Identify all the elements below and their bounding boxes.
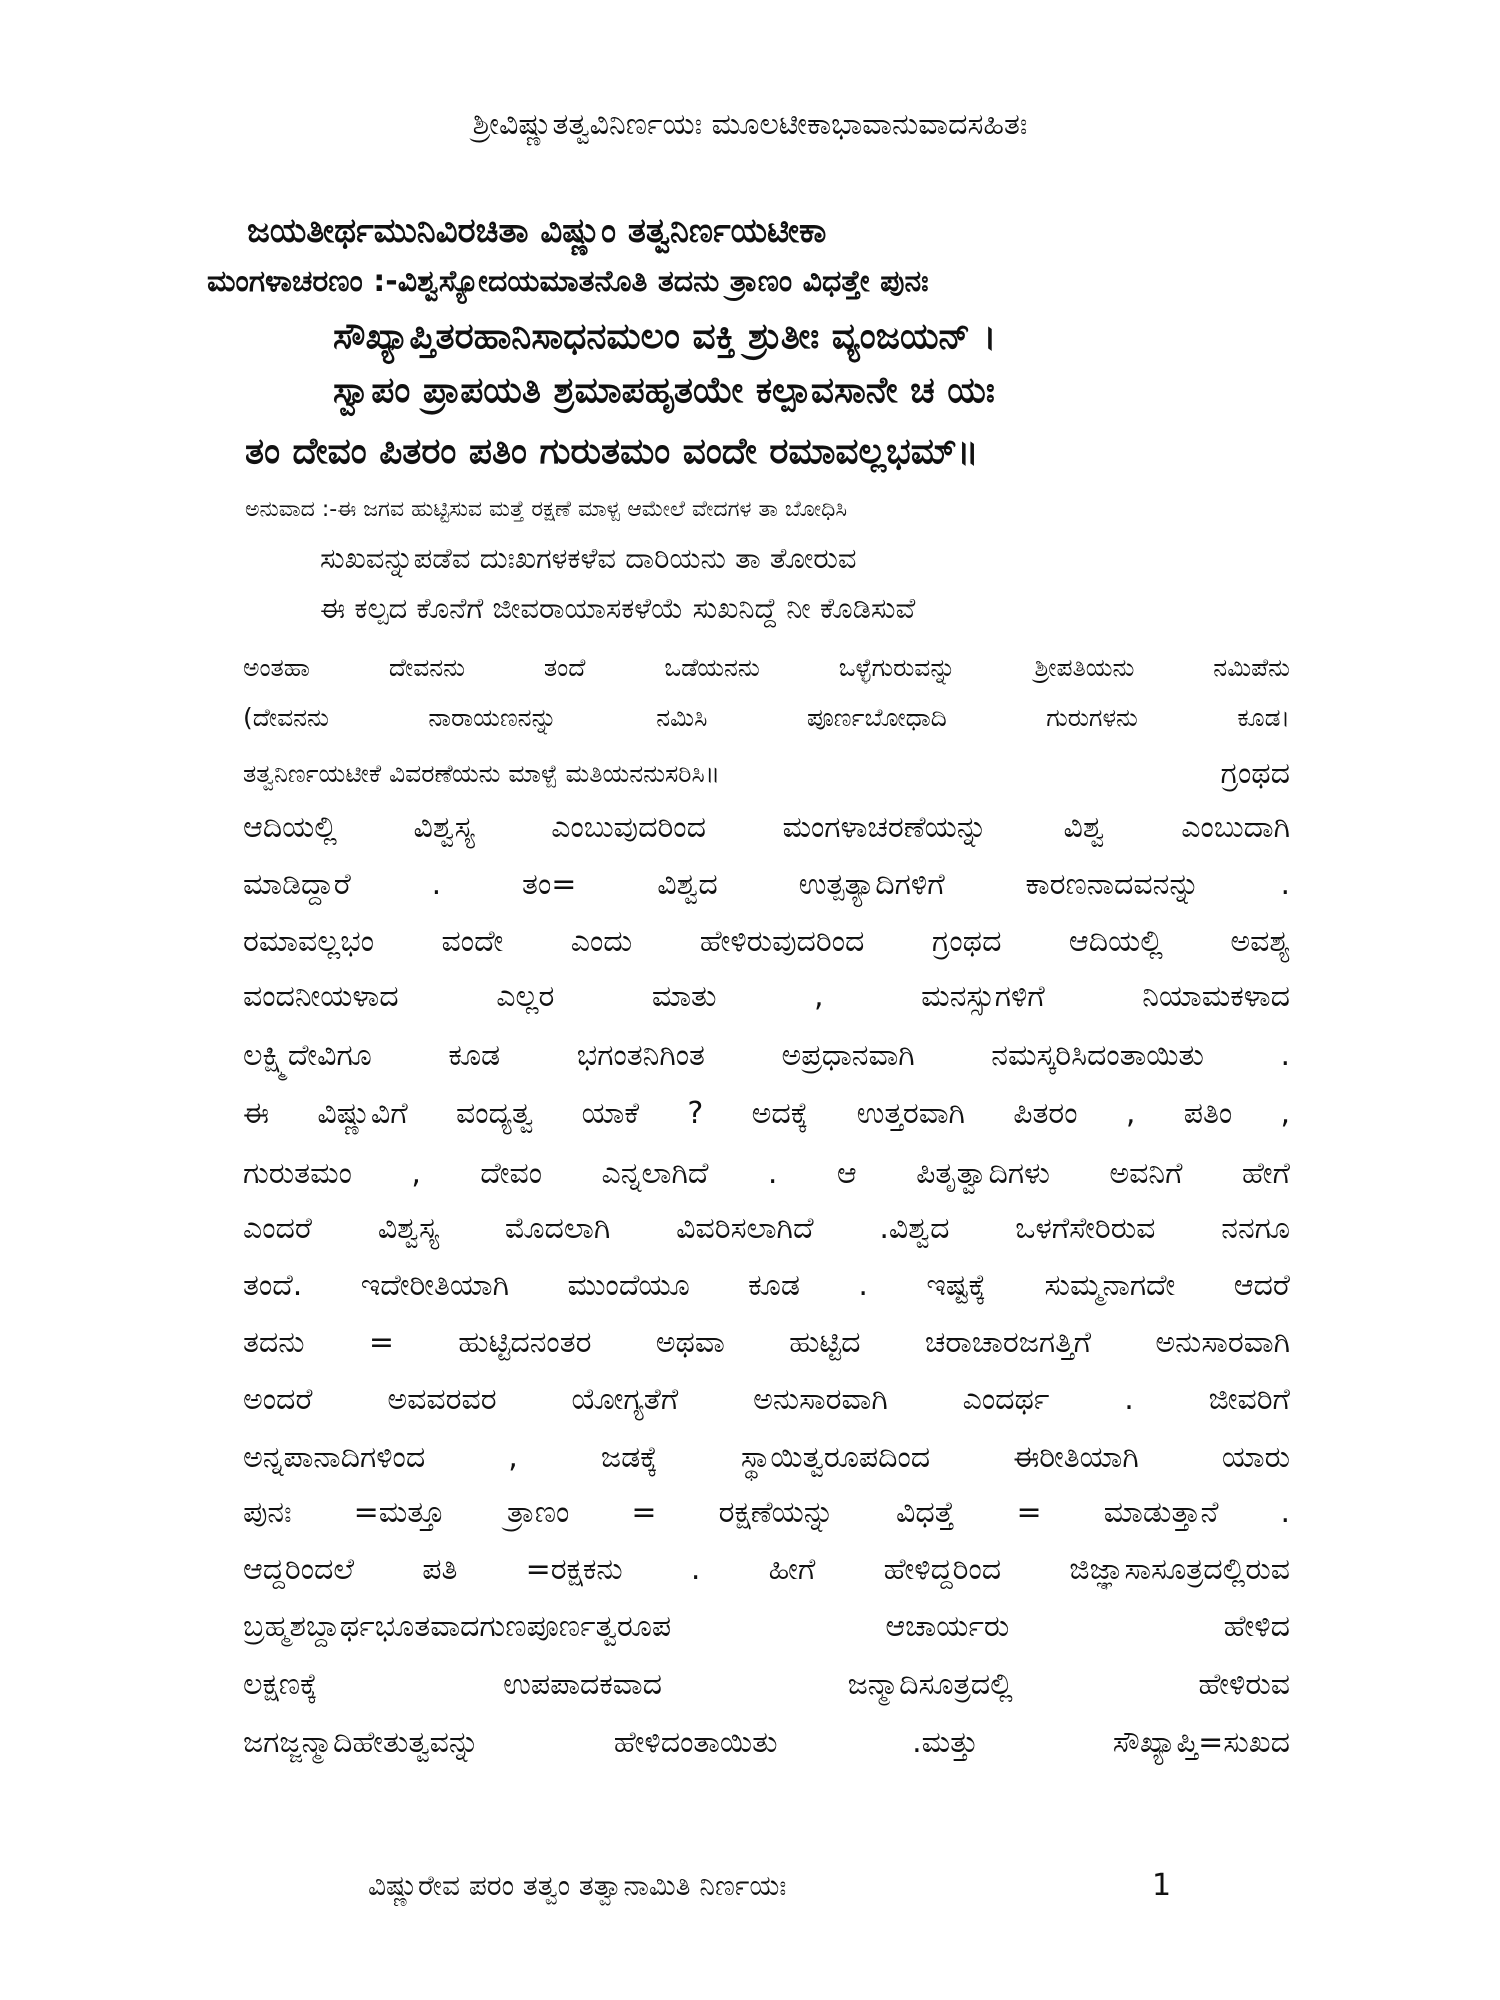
body-line: ಲಕ್ಷಣಕ್ಕೆ ಉಪಪಾದಕವಾದ ಜನ್ಮಾದಿಸೂತ್ರದಲ್ಲಿ ಹೇಳಿರುವ [243, 1666, 1290, 1702]
page-number: 1 [1152, 1867, 1172, 1903]
body-line: ಈ ವಿಷ್ಣುವಿಗೆ ವಂದ್ಯತ್ವ ಯಾಕೆ ? ಅದಕ್ಕೆ ಉತ್ತರವಾಗಿ ಪಿತರಂ , ಪತಿಂ , [243, 1095, 1290, 1131]
body-line: ರಮಾವಲ್ಲಭಂ ವಂದೇ ಎಂದು ಹೇಳಿರುವುದರಿಂದ ಗ್ರಂಥದ ಆದಿಯಲ್ಲಿ ಅವಶ್ಯ [243, 923, 1290, 959]
verse-line: ಸ್ವಾಪಂ ಪ್ರಾಪಯತಿ ಶ್ರಮಾಪಹೃತಯೇ ಕಲ್ಪಾವಸಾನೇ ಚ ಯಃ [333, 370, 995, 411]
body-line: ಜಗಜ್ಜನ್ಮಾದಿಹೇತುತ್ವವನ್ನು ಹೇಳಿದಂತಾಯಿತು .ಮತ್ತು ಸೌಖ್ಯಾಪ್ತಿ=ಸುಖದ [243, 1724, 1290, 1760]
verse-line: ತಂ ದೇವಂ ಪಿತರಂ ಪತಿಂ ಗುರುತಮಂ ವಂದೇ ರಮಾವಲ್ಲಭಮ್॥ [245, 431, 979, 472]
body-line: ಅಂತಹಾ ದೇವನನು ತಂದೆ ಒಡೆಯನನು ಒಳ್ಳೆಗುರುವನ್ನು ಶ್ರೀಪತಿಯನು ನಮಿಪೆನು [243, 653, 1290, 683]
verse-line: ಸೌಖ್ಯಾಪ್ತಿತರಹಾನಿಸಾಧನಮಲಂ ವಕ್ತಿ ಶ್ರುತೀಃ ವ್ಯಂಜಯನ್ । [333, 316, 997, 357]
footer-text: ವಿಷ್ಣುರೇವ ಪರಂ ತತ್ವಂ ತತ್ವಾನಾಮಿತಿ ನಿರ್ಣಯಃ [368, 1869, 787, 1902]
anuvada-line: ಅನುವಾದ :-ಈ ಜಗವ ಹುಟ್ಟಿಸುವ ಮತ್ತೆ ರಕ್ಷಣೆ ಮಾಳ್ಪ ಆಮೇಲೆ ವೇದಗಳ ತಾ ಬೋಧಿಸಿ [245, 496, 848, 522]
body-line: ಆದಿಯಲ್ಲಿ ವಿಶ್ವಸ್ಯ ಎಂಬುವುದರಿಂದ ಮಂಗಳಾಚರಣೆಯನ್ನು ವಿಶ್ವ ಎಂಬುದಾಗಿ [243, 809, 1290, 845]
body-line: ತತ್ವನಿರ್ಣಯಟೀಕೆ ವಿವರಣೆಯನು ಮಾಳ್ಪೆ ಮತಿಯನನುಸರಿಸಿ॥ [243, 759, 721, 789]
body-line: ಅಂದರೆ ಅವವರವರ ಯೋಗ್ಯತೆಗೆ ಅನುಸಾರವಾಗಿ ಎಂದರ್ಥ . ಜೀವರಿಗೆ [243, 1381, 1290, 1417]
body-line: ಗುರುತಮಂ , ದೇವಂ ಎನ್ನಲಾಗಿದೆ . ಆ ಪಿತೃತ್ವಾದಿಗಳು ಅವನಿಗೆ ಹೇಗೆ [243, 1155, 1290, 1191]
body-line-right: ಗ್ರಂಥದ [1220, 755, 1290, 791]
body-line: ಅನ್ನಪಾನಾದಿಗಳಿಂದ , ಜಡಕ್ಕೆ ಸ್ಥಾಯಿತ್ವರೂಪದಿಂದ ಈರೀತಿಯಾಗಿ ಯಾರು [243, 1439, 1290, 1475]
running-header: ಶ್ರೀವಿಷ್ಣುತತ್ವವಿನಿರ್ಣಯಃ ಮೂಲಟೀಕಾಭಾವಾನುವಾದಸಹಿತಃ [472, 106, 1028, 142]
body-line: ಲಕ್ಷ್ಮಿದೇವಿಗೂ ಕೂಡ ಭಗಂತನಿಗಿಂತ ಅಪ್ರಧಾನವಾಗಿ ನಮಸ್ಕರಿಸಿದಂತಾಯಿತು . [243, 1037, 1290, 1073]
body-line: ತದನು = ಹುಟ್ಟಿದನಂತರ ಅಥವಾ ಹುಟ್ಟಿದ ಚರಾಚಾರಜಗತ್ತಿಗೆ ಅನುಸಾರವಾಗಿ [243, 1324, 1290, 1360]
body-line: ತಂದೆ. ಇದೇರೀತಿಯಾಗಿ ಮುಂದೆಯೂ ಕೂಡ . ಇಷ್ಟಕ್ಕೆ ಸುಮ್ಮನಾಗದೇ ಆದರೆ [243, 1267, 1290, 1303]
body-line: (ದೇವನನು ನಾರಾಯಣನನ್ನು ನಮಿಸಿ ಪೂರ್ಣಬೋಧಾದಿ ಗುರುಗಳನು ಕೂಡ। [243, 703, 1290, 733]
poem-line: ಈ ಕಲ್ಪದ ಕೊನೆಗೆ ಜೀವರಾಯಾಸಕಳೆಯೆ ಸುಖನಿದ್ದೆ ನೀ ಕೊಡಿಸುವೆ [320, 591, 916, 626]
commentary-title: ಜಯತೀರ್ಥಮುನಿವಿರಚಿತಾ ವಿಷ್ಣುಂ ತತ್ವನಿರ್ಣಯಟೀಕಾ [247, 210, 827, 251]
body-line: ಬ್ರಹ್ಮಶಬ್ದಾರ್ಥಭೂತವಾದಗುಣಪೂರ್ಣತ್ವರೂಪ ಆಚಾರ್ಯರು ಹೇಳಿದ [243, 1608, 1290, 1644]
poem-line: ಸುಖವನ್ನುಪಡೆವ ದುಃಖಗಳಕಳೆವ ದಾರಿಯನು ತಾ ತೋರುವ [320, 541, 857, 576]
body-line: ಎಂದರೆ ವಿಶ್ವಸ್ಯ ಮೊದಲಾಗಿ ವಿವರಿಸಲಾಗಿದೆ .ವಿಶ್ವದ ಒಳಗೆಸೇರಿರುವ ನನಗೂ [243, 1210, 1290, 1246]
body-line: ಆದ್ದರಿಂದಲೆ ಪತಿ =ರಕ್ಷಕನು . ಹೀಗೆ ಹೇಳಿದ್ದರಿಂದ ಜಿಜ್ಞಾಸಾಸೂತ್ರದಲ್ಲಿರುವ [243, 1551, 1290, 1587]
mangalacharanam-line: ಮಂಗಳಾಚರಣಂ :-ವಿಶ್ವಸ್ಯೋದಯಮಾತನೊತಿ ತದನು ತ್ರಾಣಂ ವಿಧತ್ತೇ ಪುನಃ [207, 263, 929, 299]
body-line: ವಂದನೀಯಳಾದ ಎಲ್ಲರ ಮಾತು , ಮನಸ್ಸುಗಳಿಗೆ ನಿಯಾಮಕಳಾದ [243, 978, 1290, 1014]
body-line: ಮಾಡಿದ್ದಾರೆ . ತಂ= ವಿಶ್ವದ ಉತ್ಪತ್ಯಾದಿಗಳಿಗೆ ಕಾರಣನಾದವನನ್ನು . [243, 866, 1290, 902]
body-line: ಪುನಃ =ಮತ್ತೂ ತ್ರಾಣಂ = ರಕ್ಷಣೆಯನ್ನು ವಿಧತ್ತೆ = ಮಾಡುತ್ತಾನೆ . [243, 1494, 1290, 1530]
